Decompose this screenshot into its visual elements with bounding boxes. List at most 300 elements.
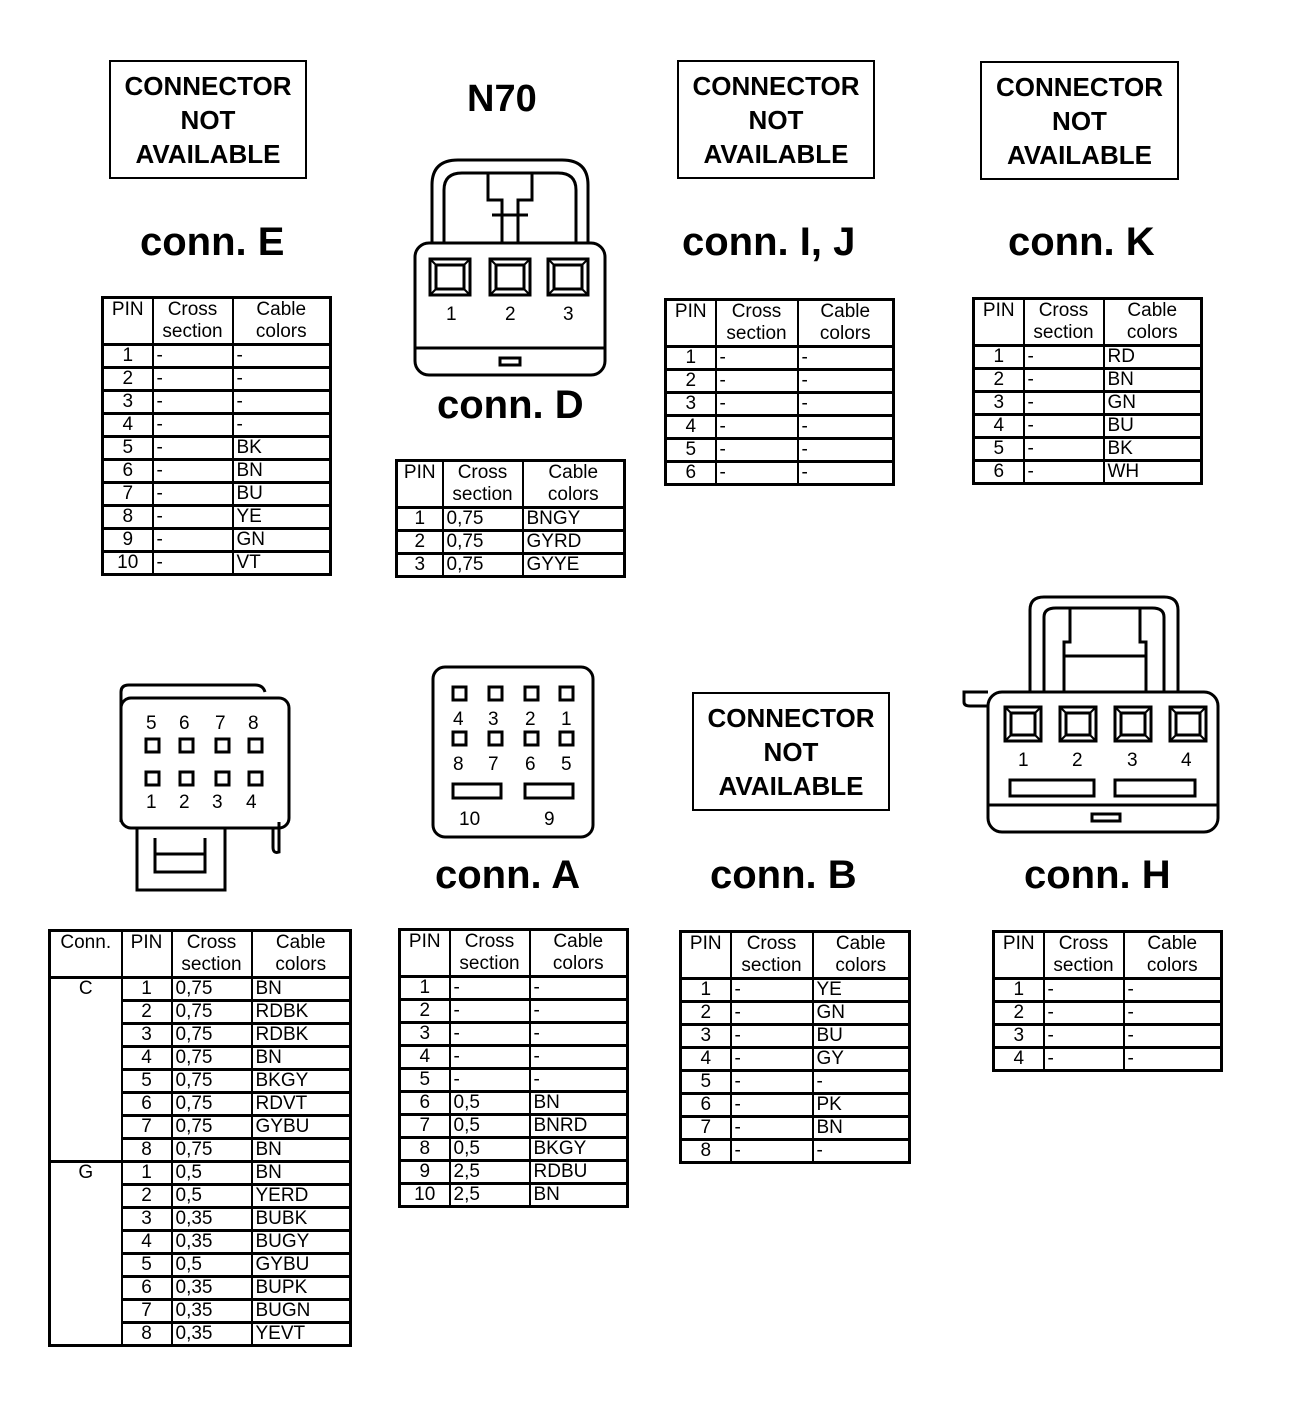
cross-section-cell: 0,75 — [172, 1024, 252, 1047]
group-cell: C — [50, 978, 122, 1162]
cable-color-cell: BU — [233, 483, 331, 506]
cross-section-cell: 2,5 — [450, 1161, 530, 1184]
header-line: Cross — [746, 933, 797, 954]
pin-cell: 4 — [994, 1048, 1044, 1071]
pin-cell: 4 — [122, 1231, 172, 1254]
conn-b-title: conn. B — [710, 853, 857, 897]
cross-section-cell: - — [716, 439, 798, 462]
table-row — [994, 979, 1222, 1002]
table-row — [103, 529, 331, 552]
pin-cell: 8 — [681, 1140, 731, 1163]
table-row — [994, 1025, 1222, 1048]
cable-color-cell: GYYE — [523, 554, 625, 577]
pin-cell: 8 — [400, 1138, 450, 1161]
na-line: CONNECTOR — [692, 70, 860, 101]
na-line: NOT — [180, 104, 236, 135]
cable-color-cell: - — [798, 370, 894, 393]
pin-cell: 7 — [103, 483, 153, 506]
cable-color-cell: RDBK — [252, 1001, 351, 1024]
cross-section-cell: 0,5 — [172, 1254, 252, 1277]
cable-color-cell: BN — [530, 1092, 628, 1115]
table-row — [666, 393, 894, 416]
conn-ij-table — [664, 298, 895, 486]
conn-cg-drawing — [115, 682, 295, 897]
cross-section-header — [1024, 299, 1104, 346]
pin-cell: 2 — [122, 1185, 172, 1208]
pin-label: 5 — [561, 754, 572, 775]
pin-cell: 2 — [397, 531, 443, 554]
table-row — [400, 1069, 628, 1092]
table-header-row — [400, 930, 628, 977]
header-line: Cable — [275, 932, 326, 953]
pin-header: PIN — [974, 299, 1024, 346]
cable-color-cell: - — [1124, 1048, 1222, 1071]
cable-color-cell: - — [530, 1000, 628, 1023]
table-row — [974, 369, 1202, 392]
cable-color-cell: YE — [233, 506, 331, 529]
table-row — [400, 1161, 628, 1184]
header-line: Cable — [1127, 300, 1178, 321]
cross-section-cell: 0,75 — [172, 1093, 252, 1116]
connector-not-available-ij — [677, 60, 875, 179]
cable-color-cell: YEVT — [252, 1323, 351, 1346]
cross-section-cell: - — [153, 391, 233, 414]
cross-section-cell: - — [153, 529, 233, 552]
pin-cell: 2 — [122, 1001, 172, 1024]
pin-cell: 4 — [103, 414, 153, 437]
pin-cell: 5 — [974, 438, 1024, 461]
conn-h-drawing — [960, 592, 1225, 837]
cable-color-cell: GYRD — [523, 531, 625, 554]
pin-cell: 1 — [103, 345, 153, 368]
cross-section-cell: - — [450, 1000, 530, 1023]
header-line: Cable — [256, 299, 307, 320]
cable-color-cell: - — [1124, 979, 1222, 1002]
cross-section-cell: - — [153, 483, 233, 506]
table-header-row — [681, 932, 910, 979]
cable-color-cell: BN — [530, 1184, 628, 1207]
cable-color-cell: - — [1124, 1025, 1222, 1048]
cross-section-cell: 0,35 — [172, 1300, 252, 1323]
pin-label: 3 — [1127, 750, 1138, 771]
cross-section-cell: - — [1044, 1048, 1124, 1071]
pin-header: PIN — [397, 461, 443, 508]
cable-colors-header — [813, 932, 910, 979]
cable-color-cell: YE — [813, 979, 910, 1002]
cross-section-cell: - — [1024, 461, 1104, 484]
table-row — [681, 1002, 910, 1025]
table-header-row — [397, 461, 625, 508]
cable-color-cell: - — [813, 1071, 910, 1094]
conn-header: Conn. — [50, 931, 122, 978]
cross-section-cell: 2,5 — [450, 1184, 530, 1207]
cable-color-cell: BUGY — [252, 1231, 351, 1254]
table-row — [400, 1000, 628, 1023]
table-row — [103, 506, 331, 529]
cross-section-header — [153, 298, 233, 345]
na-line: AVAILABLE — [703, 138, 849, 169]
na-line: AVAILABLE — [135, 138, 281, 169]
header-line: colors — [547, 484, 599, 505]
pin-cell: 6 — [974, 461, 1024, 484]
table-row — [103, 437, 331, 460]
pin-cell: 5 — [666, 439, 716, 462]
pin-cell: 5 — [122, 1254, 172, 1277]
cable-color-cell: BK — [1104, 438, 1202, 461]
pin-label: 2 — [1072, 750, 1083, 771]
pin-cell: 3 — [974, 392, 1024, 415]
pin-cell: 4 — [666, 416, 716, 439]
cable-colors-header — [233, 298, 331, 345]
pin-cell: 10 — [400, 1184, 450, 1207]
table-row — [397, 554, 625, 577]
cable-color-cell: BU — [1104, 415, 1202, 438]
table-row — [50, 1162, 351, 1185]
pin-label: 6 — [179, 713, 190, 734]
cross-section-cell: - — [1044, 979, 1124, 1002]
pin-cell: 4 — [400, 1046, 450, 1069]
pin-label: 3 — [488, 709, 499, 730]
pin-label: 1 — [446, 304, 457, 325]
table-row — [681, 1071, 910, 1094]
table-row — [974, 415, 1202, 438]
pin-cell: 8 — [103, 506, 153, 529]
cable-color-cell: BN — [1104, 369, 1202, 392]
cross-section-cell: 0,75 — [172, 1116, 252, 1139]
cable-colors-header — [252, 931, 351, 978]
cable-color-cell: RDBU — [530, 1161, 628, 1184]
pin-cell: 2 — [681, 1002, 731, 1025]
pin-header: PIN — [122, 931, 172, 978]
cross-section-cell: - — [731, 1117, 813, 1140]
pin-label: 3 — [563, 304, 574, 325]
pin-cell: 1 — [666, 347, 716, 370]
table-row — [103, 368, 331, 391]
table-row — [681, 1140, 910, 1163]
pin-header: PIN — [400, 930, 450, 977]
cross-section-cell: - — [731, 979, 813, 1002]
cable-color-cell: - — [530, 1069, 628, 1092]
cable-color-cell: RDVT — [252, 1093, 351, 1116]
table-row — [974, 438, 1202, 461]
cross-section-cell: - — [716, 393, 798, 416]
cross-section-cell: - — [153, 414, 233, 437]
cross-section-cell: - — [450, 1023, 530, 1046]
pin-cell: 2 — [974, 369, 1024, 392]
group-cell: G — [50, 1162, 122, 1346]
pin-cell: 3 — [103, 391, 153, 414]
pin-cell: 6 — [681, 1094, 731, 1117]
cross-section-cell: 0,35 — [172, 1208, 252, 1231]
cable-color-cell: BKGY — [530, 1138, 628, 1161]
cross-section-header — [1044, 932, 1124, 979]
pin-label: 5 — [146, 713, 157, 734]
pin-cell: 4 — [681, 1048, 731, 1071]
pin-cell: 4 — [122, 1047, 172, 1070]
cable-color-cell: GN — [813, 1002, 910, 1025]
cross-section-cell: 0,35 — [172, 1277, 252, 1300]
conn-a-title: conn. A — [435, 853, 581, 897]
pin-label: 4 — [1181, 750, 1192, 771]
cross-section-cell: 0,75 — [172, 1070, 252, 1093]
pin-label: 8 — [453, 754, 464, 775]
pin-cell: 3 — [122, 1024, 172, 1047]
pin-cell: 2 — [400, 1000, 450, 1023]
conn-b-table — [679, 930, 911, 1164]
cable-color-cell: - — [798, 347, 894, 370]
pin-header: PIN — [103, 298, 153, 345]
pin-cell: 5 — [681, 1071, 731, 1094]
conn-k-table — [972, 297, 1203, 485]
table-row — [974, 392, 1202, 415]
conn-a-drawing — [430, 664, 600, 839]
pin-header: PIN — [994, 932, 1044, 979]
header-line: section — [1033, 322, 1094, 343]
na-line: CONNECTOR — [124, 70, 292, 101]
cable-color-cell: GYBU — [252, 1116, 351, 1139]
table-row — [681, 1094, 910, 1117]
table-row — [994, 1002, 1222, 1025]
cross-section-cell: - — [1044, 1025, 1124, 1048]
header-line: colors — [275, 954, 327, 975]
cable-color-cell: BNRD — [530, 1115, 628, 1138]
table-row — [397, 531, 625, 554]
cable-color-cell: - — [233, 391, 331, 414]
conn-a-table — [398, 928, 629, 1208]
table-row — [400, 1046, 628, 1069]
conn-h-title: conn. H — [1024, 853, 1171, 897]
header-line: Cable — [820, 301, 871, 322]
cable-color-cell: VT — [233, 552, 331, 575]
cross-section-cell: - — [153, 552, 233, 575]
table-row — [103, 483, 331, 506]
pin-label: 9 — [544, 809, 555, 830]
header-line: section — [162, 321, 223, 342]
header-line: colors — [819, 323, 871, 344]
pin-cell: 2 — [994, 1002, 1044, 1025]
header-line: section — [452, 484, 513, 505]
cable-color-cell: BN — [252, 978, 351, 1001]
pin-label: 1 — [1018, 750, 1029, 771]
cross-section-cell: - — [731, 1025, 813, 1048]
cable-color-cell: BN — [252, 1047, 351, 1070]
cable-color-cell: PK — [813, 1094, 910, 1117]
header-line: colors — [255, 321, 307, 342]
table-row — [400, 1115, 628, 1138]
cross-section-cell: 0,5 — [450, 1115, 530, 1138]
connector-not-available-e — [109, 60, 307, 179]
pin-cell: 1 — [122, 1162, 172, 1185]
header-line: section — [741, 955, 802, 976]
cross-section-cell: - — [716, 370, 798, 393]
cross-section-cell: - — [731, 1002, 813, 1025]
table-row — [400, 977, 628, 1000]
na-line: AVAILABLE — [1007, 139, 1152, 170]
cross-section-cell: 0,75 — [443, 508, 523, 531]
cross-section-cell: - — [716, 347, 798, 370]
na-line: CONNECTOR — [707, 702, 875, 733]
cable-color-cell: BN — [813, 1117, 910, 1140]
pin-cell: 1 — [397, 508, 443, 531]
cable-color-cell: GYBU — [252, 1254, 351, 1277]
cross-section-cell: - — [450, 1046, 530, 1069]
pin-label: 10 — [459, 809, 481, 830]
header-line: Cross — [186, 932, 237, 953]
cable-color-cell: - — [1124, 1002, 1222, 1025]
pin-cell: 1 — [974, 346, 1024, 369]
na-line: NOT — [763, 736, 819, 767]
pin-header: PIN — [681, 932, 731, 979]
pin-cell: 7 — [122, 1300, 172, 1323]
cross-section-cell: - — [716, 416, 798, 439]
conn-cg-table — [48, 929, 352, 1347]
pin-cell: 8 — [122, 1139, 172, 1162]
cross-section-cell: 0,35 — [172, 1231, 252, 1254]
header-line: Cross — [1058, 933, 1109, 954]
cable-color-cell: - — [530, 1023, 628, 1046]
cable-color-cell: - — [530, 977, 628, 1000]
cable-color-cell: BN — [252, 1139, 351, 1162]
header-line: colors — [835, 955, 887, 976]
cross-section-cell: 0,75 — [172, 1001, 252, 1024]
na-line: NOT — [748, 104, 804, 135]
header-line: Cross — [464, 931, 515, 952]
cross-section-cell: 0,75 — [443, 531, 523, 554]
pin-cell: 3 — [994, 1025, 1044, 1048]
table-row — [681, 1048, 910, 1071]
conn-d-drawing — [410, 155, 610, 385]
conn-d-title: conn. D — [437, 383, 584, 427]
cross-section-cell: 0,5 — [450, 1138, 530, 1161]
header-line: Cable — [835, 933, 886, 954]
table-row — [974, 461, 1202, 484]
cross-section-header — [450, 930, 530, 977]
cable-color-cell: RD — [1104, 346, 1202, 369]
cable-color-cell: GN — [233, 529, 331, 552]
pin-cell: 3 — [397, 554, 443, 577]
na-line: AVAILABLE — [718, 770, 864, 801]
pin-label: 1 — [146, 792, 157, 813]
cross-section-cell: 0,75 — [172, 1047, 252, 1070]
cross-section-cell: 0,5 — [172, 1185, 252, 1208]
pin-label: 7 — [488, 754, 499, 775]
cross-section-cell: 0,35 — [172, 1323, 252, 1346]
pin-cell: 5 — [103, 437, 153, 460]
table-row — [400, 1023, 628, 1046]
cable-colors-header — [523, 461, 625, 508]
cable-colors-header — [1104, 299, 1202, 346]
pin-label: 2 — [525, 709, 536, 730]
cable-color-cell: - — [233, 414, 331, 437]
pin-cell: 1 — [400, 977, 450, 1000]
n70-label: N70 — [467, 78, 537, 120]
table-row — [400, 1184, 628, 1207]
table-row — [681, 1025, 910, 1048]
cable-color-cell: BN — [252, 1162, 351, 1185]
header-line: Cross — [731, 301, 782, 322]
table-row — [400, 1092, 628, 1115]
pin-cell: 7 — [122, 1116, 172, 1139]
cross-section-cell: - — [450, 1069, 530, 1092]
table-header-row — [103, 298, 331, 345]
header-line: colors — [552, 953, 604, 974]
pin-cell: 8 — [122, 1323, 172, 1346]
pin-cell: 7 — [400, 1115, 450, 1138]
header-line: Cable — [553, 931, 604, 952]
conn-ij-title: conn. I, J — [682, 220, 856, 264]
table-row — [103, 391, 331, 414]
pin-label: 4 — [453, 709, 464, 730]
header-line: Cable — [548, 462, 599, 483]
table-header-row — [50, 931, 351, 978]
cross-section-cell: - — [1024, 438, 1104, 461]
conn-e-table — [101, 296, 332, 576]
cross-section-cell: - — [153, 506, 233, 529]
cross-section-cell: - — [1024, 415, 1104, 438]
conn-e-title: conn. E — [140, 220, 285, 264]
pin-cell: 7 — [681, 1117, 731, 1140]
table-row — [666, 462, 894, 485]
table-header-row — [994, 932, 1222, 979]
header-line: section — [1053, 955, 1114, 976]
pin-label: 4 — [246, 792, 257, 813]
pin-cell: 2 — [103, 368, 153, 391]
pin-cell: 1 — [122, 978, 172, 1001]
pin-cell: 1 — [681, 979, 731, 1002]
cable-color-cell: GY — [813, 1048, 910, 1071]
pin-label: 2 — [179, 792, 190, 813]
cross-section-cell: - — [153, 437, 233, 460]
pin-cell: 9 — [103, 529, 153, 552]
cross-section-cell: - — [450, 977, 530, 1000]
pin-cell: 3 — [681, 1025, 731, 1048]
pin-label: 8 — [248, 713, 259, 734]
header-line: Cable — [1147, 933, 1198, 954]
na-line: NOT — [1052, 105, 1107, 136]
table-row — [666, 370, 894, 393]
table-row — [400, 1138, 628, 1161]
pin-cell: 6 — [122, 1093, 172, 1116]
table-row — [666, 416, 894, 439]
table-row — [994, 1048, 1222, 1071]
cable-color-cell: BUGN — [252, 1300, 351, 1323]
cable-color-cell: WH — [1104, 461, 1202, 484]
header-line: section — [181, 954, 242, 975]
cross-section-cell: - — [1024, 392, 1104, 415]
conn-k-title: conn. K — [1008, 220, 1155, 264]
cable-color-cell: BUPK — [252, 1277, 351, 1300]
header-line: Cross — [167, 299, 218, 320]
cross-section-cell: - — [731, 1140, 813, 1163]
cable-colors-header — [1124, 932, 1222, 979]
table-header-row — [666, 300, 894, 347]
cross-section-header — [716, 300, 798, 347]
cable-color-cell: - — [798, 393, 894, 416]
header-line: Cross — [1038, 300, 1089, 321]
pin-cell: 9 — [400, 1161, 450, 1184]
pin-cell: 1 — [994, 979, 1044, 1002]
pin-label: 2 — [505, 304, 516, 325]
pin-cell: 6 — [122, 1277, 172, 1300]
table-header-row — [974, 299, 1202, 346]
header-line: section — [459, 953, 520, 974]
table-row — [681, 979, 910, 1002]
cable-colors-header — [798, 300, 894, 347]
cross-section-cell: - — [731, 1048, 813, 1071]
pin-label: 7 — [215, 713, 226, 734]
cable-color-cell: - — [798, 416, 894, 439]
cable-colors-header — [530, 930, 628, 977]
